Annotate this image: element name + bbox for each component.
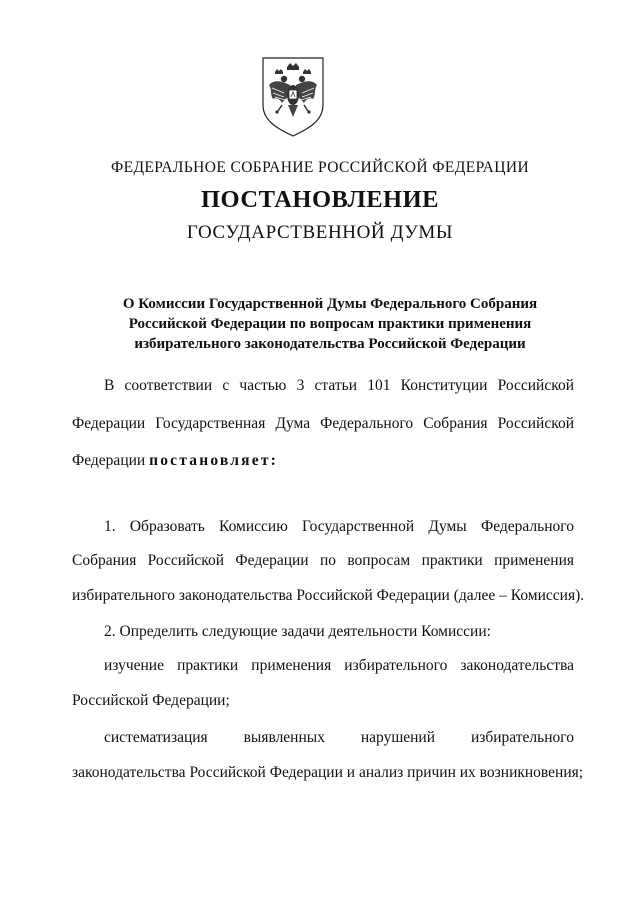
item-2-line: 2. Определить следующие задачи деятельности Комиссии: [104, 623, 491, 640]
document-subject [80, 294, 580, 354]
subject-line: избирательного законодательства Российской Федерации [134, 336, 526, 352]
resolves-word: постановляет: [149, 452, 278, 469]
russian-coat-of-arms-icon [260, 55, 326, 139]
subject-line: О Комиссии Государственной Думы Федерального Собрания [122, 296, 538, 312]
task-1-line: изучение практики применения избирательного законодательства [104, 657, 574, 674]
preamble-last-line [72, 451, 574, 471]
task-2-line: законодательства Российской Федерации и анализ причин их возникновения; [72, 764, 584, 781]
task-2-line: систематизация выявленных нарушений избирательного [104, 729, 574, 746]
preamble-line: В соответствии с частью 3 статьи 101 Конституции Российской [104, 377, 574, 394]
subject-line: Российской Федерации по вопросам практики применения [128, 316, 532, 332]
item-1-line: 1. Образовать Комиссию Государственной Думы Федерального [104, 518, 574, 535]
item-1-line: Собрания Российской Федерации по вопросам практики применения [72, 552, 574, 569]
item-1-line: избирательного законодательства Российской Федерации (далее – Комиссия). [72, 587, 585, 604]
organization-name: ФЕДЕРАЛЬНОЕ СОБРАНИЕ РОССИЙСКОЙ ФЕДЕРАЦИИ [110, 159, 530, 176]
preamble-text: Федерации [72, 452, 146, 469]
task-1-line: Российской Федерации; [72, 692, 230, 709]
issuer-name: ГОСУДАРСТВЕННОЙ ДУМЫ [186, 222, 454, 243]
preamble-line: Федерации Государственная Дума Федерального Собрания Российской [72, 415, 574, 432]
document-type: ПОСТАНОВЛЕНИЕ [201, 186, 439, 213]
